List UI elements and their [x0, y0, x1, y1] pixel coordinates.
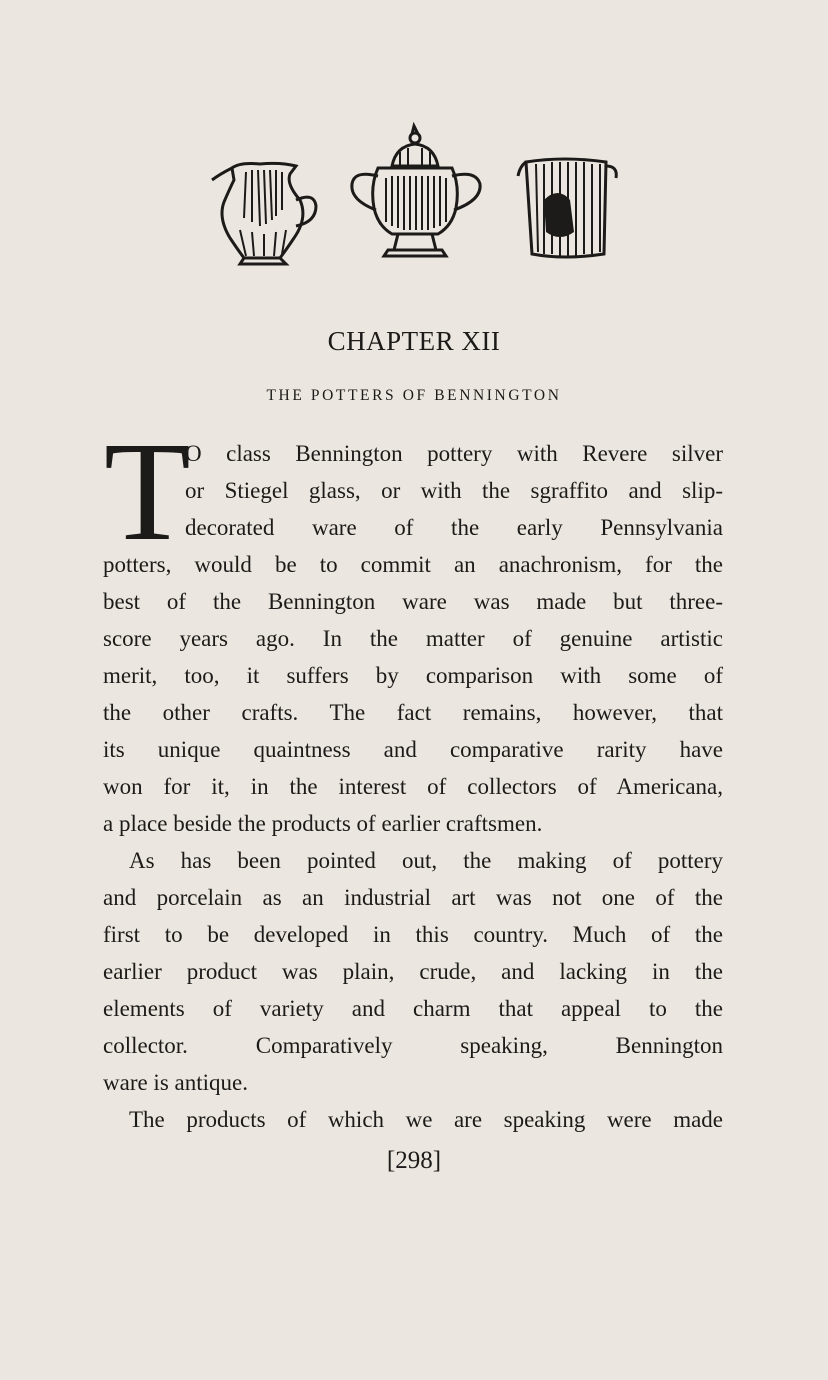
- pitcher-icon: [200, 122, 320, 270]
- text-line: collector. Comparatively speaking, Bennington: [103, 1033, 723, 1058]
- text-line: The products of which we are speaking were made: [129, 1107, 723, 1132]
- text-line: won for it, in the interest of collectors of Americana,: [103, 774, 723, 799]
- text-line: elements of variety and charm that appeal to the: [103, 996, 723, 1021]
- text-line: its unique quaintness and comparative rarity have: [103, 737, 723, 762]
- text-line: earlier product was plain, crude, and lacking in the: [103, 959, 723, 984]
- drop-cap: T: [104, 420, 191, 540]
- chapter-subtitle: THE POTTERS OF BENNINGTON: [266, 387, 562, 404]
- mug-icon: [514, 122, 624, 270]
- text-line: and porcelain as an industrial art was not one of the: [103, 885, 723, 910]
- text-line: a place beside the products of earlier craftsmen.: [103, 811, 543, 836]
- text-line: O class Bennington pottery with Revere silver: [185, 441, 723, 466]
- text-line: As has been pointed out, the making of pottery: [129, 848, 723, 873]
- chapter-title: CHAPTER XII: [327, 326, 501, 356]
- text-line: score years ago. In the matter of genuine artistic: [103, 626, 723, 651]
- text-line: or Stiegel glass, or with the sgraffito and slip-: [185, 478, 723, 503]
- text-line: potters, would be to commit an anachronism, for the: [103, 552, 723, 577]
- pottery-ornament: [200, 122, 620, 270]
- page-number: [298]: [386, 1147, 442, 1174]
- text-line: merit, too, it suffers by comparison with some of: [103, 663, 723, 688]
- text-line: first to be developed in this country. Much of the: [103, 922, 723, 947]
- text-line: ware is antique.: [103, 1070, 248, 1095]
- text-line: best of the Bennington ware was made but three-: [103, 589, 723, 614]
- sugar-bowl-icon: [342, 122, 492, 270]
- text-line: the other crafts. The fact remains, however, that: [103, 700, 723, 725]
- text-line: decorated ware of the early Pennsylvania: [185, 515, 723, 540]
